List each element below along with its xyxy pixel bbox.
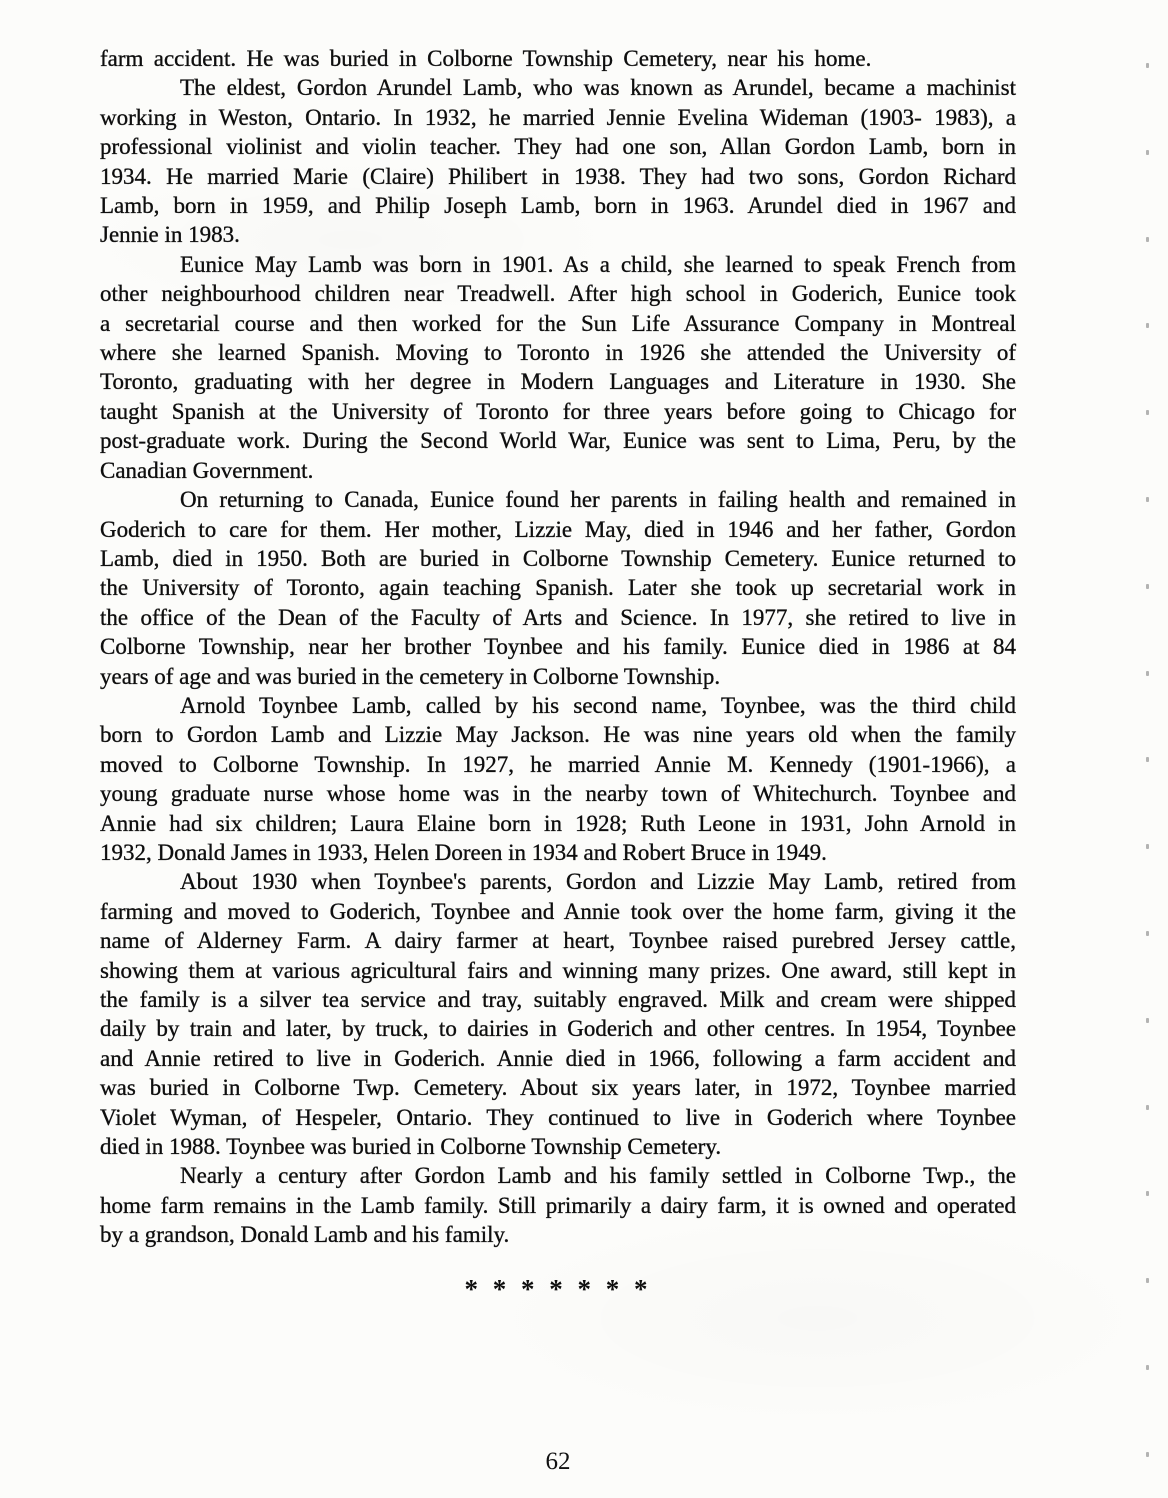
- text-block: [100, 44, 1016, 1250]
- scan-artifact-mark: [1146, 1365, 1149, 1370]
- text-line: daily by train and later, by truck, to dairies in Goderich and other centres. In 1954, Toynbee: [100, 1016, 1016, 1042]
- text-line: working in Weston, Ontario. In 1932, he married Jennie Evelina Wideman (1903- 1983), a: [100, 104, 1016, 130]
- scan-artifact-mark: [1146, 931, 1149, 936]
- text-line: post-graduate work. During the Second World War, Eunice was sent to Lima, Peru, by the: [100, 428, 1016, 454]
- scan-artifact-mark: [1146, 237, 1149, 242]
- text-line: was buried in Colborne Twp. Cemetery. About six years later, in 1972, Toynbee married: [100, 1075, 1016, 1101]
- text-line: On returning to Canada, Eunice found her parents in failing health and remained in: [180, 487, 1016, 513]
- paragraph: [100, 73, 1016, 249]
- text-line: a secretarial course and then worked for the Sun Life Assurance Company in Montreal: [100, 310, 1016, 336]
- text-line: Colborne Township, near her brother Toynbee and his family. Eunice died in 1986 at 84: [100, 634, 1016, 660]
- text-line: Arnold Toynbee Lamb, called by his second name, Toynbee, was the third child: [180, 692, 1016, 718]
- text-line: Canadian Government.: [100, 457, 314, 483]
- scan-artifact-mark: [1146, 323, 1149, 328]
- scan-artifact-mark: [1146, 150, 1149, 155]
- text-line: Violet Wyman, of Hespeler, Ontario. They continued to live in Goderich where Toynbee: [100, 1104, 1016, 1130]
- text-line: by a grandson, Donald Lamb and his family.: [100, 1222, 510, 1248]
- text-line: Lamb, born in 1959, and Philip Joseph Lamb, born in 1963. Arundel died in 1967 and: [100, 193, 1016, 219]
- text-line: showing them at various agricultural fairs and winning many prizes. One award, still kept in: [100, 957, 1016, 983]
- text-line: 1934. He married Marie (Claire) Philibert in 1938. They had two sons, Gordon Richard: [100, 163, 1016, 189]
- paragraph: [100, 1161, 1016, 1249]
- text-line: Lamb, died in 1950. Both are buried in Colborne Township Cemetery. Eunice returned to: [100, 545, 1016, 571]
- paragraph: [100, 44, 1016, 73]
- scan-artifact-mark: [1146, 1018, 1149, 1023]
- scan-artifact-mark: [1146, 410, 1149, 415]
- scan-artifact-mark: [1146, 1105, 1149, 1110]
- text-line: Eunice May Lamb was born in 1901. As a child, she learned to speak French from: [180, 251, 1016, 277]
- text-line: name of Alderney Farm. A dairy farmer at heart, Toynbee raised purebred Jersey cattle,: [100, 928, 1016, 954]
- text-line: Nearly a century after Gordon Lamb and his family settled in Colborne Twp., the: [180, 1163, 1016, 1189]
- scan-artifact-mark: [1146, 757, 1149, 762]
- scan-artifact-mark: [1146, 584, 1149, 589]
- text-line: the family is a silver tea service and tray, suitably engraved. Milk and cream were shipped: [100, 987, 1016, 1012]
- text-line: The eldest, Gordon Arundel Lamb, who was known as Arundel, became a machinist: [180, 75, 1016, 101]
- text-line: taught Spanish at the University of Toronto for three years before going to Chicago for: [100, 398, 1016, 424]
- paragraph: [100, 250, 1016, 485]
- text-line: About 1930 when Toynbee's parents, Gordon and Lizzie May Lamb, retired from: [180, 869, 1016, 895]
- scan-artifact-mark: [1146, 497, 1149, 502]
- text-line: farming and moved to Goderich, Toynbee and Annie took over the home farm, giving it the: [100, 898, 1016, 924]
- scan-artifact-mark: [1146, 63, 1149, 68]
- text-line: moved to Colborne Township. In 1927, he married Annie M. Kennedy (1901-1966), a: [100, 751, 1016, 777]
- text-line: professional violinist and violin teacher. They had one son, Allan Gordon Lamb, born in: [100, 134, 1016, 160]
- asterisk-separator: * * * * * * *: [464, 1274, 652, 1304]
- paragraph: [100, 691, 1016, 867]
- text-line: 1932, Donald James in 1933, Helen Doreen in 1934 and Robert Bruce in 1949.: [100, 839, 827, 865]
- paragraph: [100, 867, 1016, 1161]
- text-line: other neighbourhood children near Treadwell. After high school in Goderich, Eunice took: [100, 281, 1016, 307]
- text-line: died in 1988. Toynbee was buried in Colborne Township Cemetery.: [100, 1134, 722, 1160]
- text-line: Goderich to care for them. Her mother, Lizzie May, died in 1946 and her father, Gordon: [100, 516, 1016, 542]
- text-line: young graduate nurse whose home was in the nearby town of Whitechurch. Toynbee and: [100, 781, 1016, 807]
- scan-artifact-mark: [1146, 1278, 1149, 1283]
- text-line: Jennie in 1983.: [100, 222, 240, 248]
- paragraph: [100, 485, 1016, 691]
- text-line: where she learned Spanish. Moving to Toronto in 1926 she attended the University of: [100, 340, 1016, 366]
- text-line: Toronto, graduating with her degree in Modern Languages and Literature in 1930. She: [100, 369, 1016, 395]
- scan-artifact-mark: [1146, 844, 1149, 849]
- scan-artifact-mark: [1146, 671, 1149, 676]
- scan-artifact-mark: [1146, 1191, 1149, 1196]
- text-line: years of age and was buried in the cemetery in Colborne Township.: [100, 663, 721, 689]
- text-line: farm accident. He was buried in Colborne Township Cemetery, near his home.: [100, 46, 872, 71]
- scan-artifact-mark: [1146, 1452, 1149, 1457]
- text-line: home farm remains in the Lamb family. Still primarily a dairy farm, it is owned and operated: [100, 1192, 1016, 1218]
- text-line: Annie had six children; Laura Elaine born in 1928; Ruth Leone in 1931, John Arnold in: [100, 810, 1016, 836]
- text-line: and Annie retired to live in Goderich. Annie died in 1966, following a farm accident and: [100, 1045, 1016, 1071]
- text-line: born to Gordon Lamb and Lizzie May Jackson. He was nine years old when the family: [100, 722, 1016, 748]
- text-line: the University of Toronto, again teaching Spanish. Later she took up secretarial work in: [100, 575, 1016, 601]
- page-number: 62: [545, 1448, 571, 1475]
- text-line: the office of the Dean of the Faculty of Arts and Science. In 1977, she retired to live in: [100, 604, 1016, 630]
